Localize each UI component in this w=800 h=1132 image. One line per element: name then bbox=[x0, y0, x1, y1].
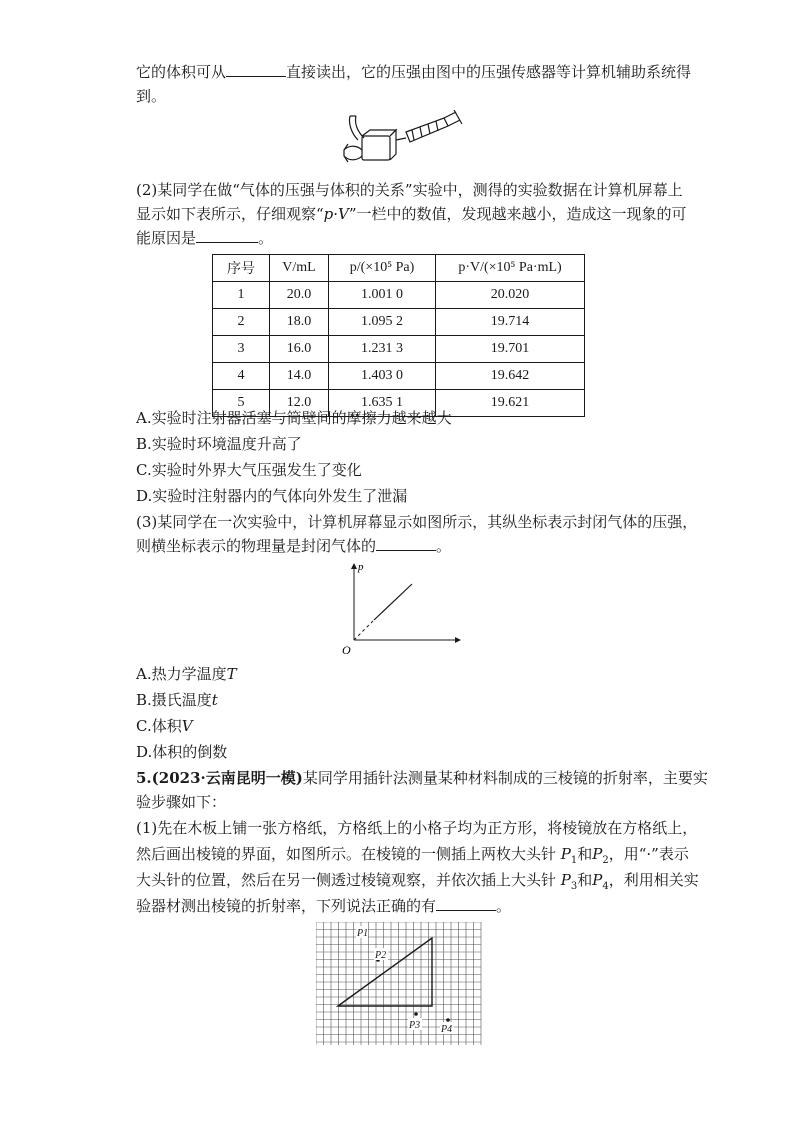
q3-option-c bbox=[136, 716, 193, 736]
q3-option-d bbox=[136, 742, 227, 762]
pin-p3-dot bbox=[414, 1012, 418, 1016]
pin-p2-label: P2 bbox=[375, 950, 387, 961]
q2-option-d bbox=[136, 486, 407, 506]
para1-line1 bbox=[136, 62, 691, 82]
q5-p1-line3 bbox=[136, 870, 699, 897]
q3-option-a bbox=[136, 664, 237, 684]
table-header-cell: p·V/(×10⁵ Pa·mL) bbox=[436, 255, 585, 282]
answer-blank bbox=[226, 62, 286, 77]
pin-subscript: 3 bbox=[570, 881, 578, 892]
q2-line3 bbox=[136, 228, 273, 248]
text: C.实验时外界大气压强发生了变化 bbox=[136, 461, 362, 479]
text: ”一栏中的数值，发现越来越小，造成这一现象的可 bbox=[348, 205, 687, 223]
pin-p3-label: P3 bbox=[409, 1020, 421, 1031]
q2-line1 bbox=[136, 180, 683, 200]
text: B.摄氏温度 bbox=[136, 691, 212, 709]
data-line bbox=[374, 584, 412, 620]
table-header-cell: 序号 bbox=[213, 255, 270, 282]
text: A.实验时注射器活塞与筒壁间的摩擦力越来越大 bbox=[136, 409, 452, 427]
text: ，利用相关实 bbox=[608, 871, 699, 889]
table-cell: 5 bbox=[213, 390, 270, 417]
text: 某同学用插针法测量某种材料制成的三棱镜的折射率，主要实 bbox=[302, 769, 708, 787]
pin-symbol: P bbox=[560, 845, 571, 863]
q2-option-c bbox=[136, 460, 362, 480]
text: 。 bbox=[258, 229, 274, 247]
pin-p1-label: P1 bbox=[357, 928, 369, 939]
table-cell: 12.0 bbox=[270, 390, 329, 417]
table-cell: 1.231 3 bbox=[329, 336, 436, 363]
q5-p1-line2 bbox=[136, 844, 689, 871]
table-header-row bbox=[213, 255, 585, 282]
table-cell: 1.095 2 bbox=[329, 309, 436, 336]
grid-lines bbox=[316, 922, 481, 1045]
table-cell: 20.0 bbox=[270, 282, 329, 309]
question-source: (2023·云南昆明一模) bbox=[151, 769, 303, 787]
answer-blank bbox=[436, 896, 496, 911]
pin-symbol: P bbox=[592, 845, 603, 863]
table-cell: 20.020 bbox=[436, 282, 585, 309]
pin-p4-label: P4 bbox=[441, 1024, 453, 1035]
text: 。 bbox=[436, 537, 452, 555]
y-axis-label: p bbox=[358, 561, 364, 573]
text: 和 bbox=[577, 871, 593, 889]
table-cell: 18.0 bbox=[270, 309, 329, 336]
table-row bbox=[213, 309, 585, 336]
answer-blank bbox=[196, 228, 258, 243]
text: D.体积的倒数 bbox=[136, 743, 228, 761]
question-number: 5. bbox=[136, 769, 152, 787]
table-cell: 1.403 0 bbox=[329, 363, 436, 390]
q5-p1-line1 bbox=[136, 818, 697, 838]
text: (1)先在木板上铺一张方格纸，方格纸上的小格子均为正方形，将棱镜放在方格纸上， bbox=[136, 819, 698, 837]
table-cell: 2 bbox=[213, 309, 270, 336]
text: B.实验时环境温度升高了 bbox=[136, 435, 302, 453]
text: 能原因是 bbox=[136, 229, 197, 247]
text: ，用“·”表示 bbox=[608, 845, 689, 863]
text: (3)某同学在一次实验中，计算机屏幕显示如图所示，其纵坐标表示封闭气体的压强， bbox=[136, 513, 698, 531]
symbol: T bbox=[226, 665, 237, 683]
symbol: t bbox=[211, 691, 218, 709]
q2-line2 bbox=[136, 204, 687, 224]
table-header-cell: p/(×10⁵ Pa) bbox=[329, 255, 436, 282]
pin-p4-dot bbox=[446, 1018, 450, 1022]
pin-subscript: 4 bbox=[602, 881, 609, 892]
table-cell: 1 bbox=[213, 282, 270, 309]
table-cell: 19.714 bbox=[436, 309, 585, 336]
origin-label: O bbox=[342, 643, 351, 657]
table-row bbox=[213, 282, 585, 309]
text: D.实验时注射器内的气体向外发生了泄漏 bbox=[136, 487, 408, 505]
text: A.热力学温度 bbox=[136, 665, 227, 683]
text: (2)某同学在做“气体的压强与体积的关系”实验中，测得的实验数据在计算机屏幕上 bbox=[136, 181, 683, 199]
pin-symbol: P bbox=[560, 871, 571, 889]
data-table bbox=[212, 254, 585, 417]
text: 验步骤如下： bbox=[136, 793, 227, 811]
q3-line2 bbox=[136, 536, 451, 556]
pv-symbol: p·V bbox=[323, 205, 349, 223]
text: 则横坐标表示的物理量是封闭气体的 bbox=[136, 537, 377, 555]
text: 然后画出棱镜的界面，如图所示。在棱镜的一侧插上两枚大头针 bbox=[136, 845, 561, 863]
table-cell: 3 bbox=[213, 336, 270, 363]
table-cell: 1.001 0 bbox=[329, 282, 436, 309]
table-cell: 19.621 bbox=[436, 390, 585, 417]
table-header-cell: V/mL bbox=[270, 255, 329, 282]
dashed-extension bbox=[354, 620, 374, 640]
table-cell: 19.642 bbox=[436, 363, 585, 390]
p-graph-figure bbox=[340, 558, 470, 658]
table-row bbox=[213, 336, 585, 363]
prism-grid-figure bbox=[316, 922, 482, 1046]
q5-line2 bbox=[136, 792, 226, 812]
q5-line1 bbox=[136, 768, 708, 788]
text: 和 bbox=[577, 845, 593, 863]
text: 。 bbox=[496, 897, 512, 915]
para1-line2 bbox=[136, 86, 166, 106]
table-cell: 1.635 1 bbox=[329, 390, 436, 417]
text: 大头针的位置，然后在另一侧透过棱镜观察，并依次插上大头针 bbox=[136, 871, 561, 889]
pin-subscript: 2 bbox=[602, 855, 609, 866]
table-cell: 14.0 bbox=[270, 363, 329, 390]
pin-subscript: 1 bbox=[570, 855, 578, 866]
answer-blank bbox=[376, 536, 436, 551]
table-cell: 16.0 bbox=[270, 336, 329, 363]
q2-option-b bbox=[136, 434, 302, 454]
q5-p1-line4 bbox=[136, 896, 511, 916]
table-cell: 4 bbox=[213, 363, 270, 390]
syringe-apparatus-figure bbox=[340, 110, 464, 170]
q3-line1 bbox=[136, 512, 697, 532]
pin-symbol: P bbox=[592, 871, 603, 889]
text: C.体积 bbox=[136, 717, 182, 735]
text: 直接读出，它的压强由图中的压强传感器等计算机辅助系统得 bbox=[286, 63, 692, 81]
q2-option-a bbox=[136, 408, 452, 428]
text: 显示如下表所示，仔细观察“ bbox=[136, 205, 324, 223]
text: 它的体积可从 bbox=[136, 63, 227, 81]
table-cell: 19.701 bbox=[436, 336, 585, 363]
table-row bbox=[213, 363, 585, 390]
q3-option-b bbox=[136, 690, 218, 710]
text: 验器材测出棱镜的折射率，下列说法正确的有 bbox=[136, 897, 437, 915]
text: 到。 bbox=[136, 87, 167, 105]
symbol: V bbox=[181, 717, 193, 735]
